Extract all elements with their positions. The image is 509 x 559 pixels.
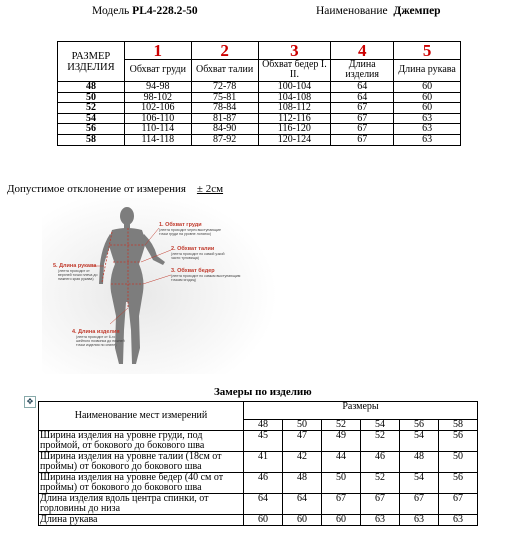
size-header-cell: 52 bbox=[322, 420, 361, 431]
value-cell: 104-108 bbox=[258, 92, 331, 103]
annotation-text: (лента проходит от 6-го bbox=[76, 335, 116, 339]
measure-table-title: Замеры по изделию bbox=[214, 386, 312, 398]
value-cell: 64 bbox=[331, 82, 394, 93]
value-cell: 112-116 bbox=[258, 113, 331, 124]
measure-name: Ширина изделия на уровне талии (18см от проймы) от бокового до бокового шва bbox=[39, 452, 244, 473]
value-cell: 42 bbox=[283, 452, 322, 473]
value-cell: 48 bbox=[283, 473, 322, 494]
value-cell: 64 bbox=[331, 92, 394, 103]
name-label: Наименование bbox=[316, 5, 388, 17]
tolerance-note bbox=[7, 183, 223, 195]
value-cell: 94-98 bbox=[124, 82, 191, 93]
table-move-handle-icon[interactable]: ✥ bbox=[24, 396, 36, 408]
tolerance-label: Допустимое отклонение от измерения bbox=[7, 183, 186, 195]
measure-name: Ширина изделия на уровне бедер (40 см от проймы) от бокового до бокового шва bbox=[39, 473, 244, 494]
size-cell: 52 bbox=[58, 103, 125, 114]
table-row bbox=[58, 92, 461, 103]
value-cell: 63 bbox=[394, 113, 461, 124]
size-table-corner: РАЗМЕР ИЗДЕЛИЯ bbox=[58, 42, 125, 82]
column-header: Длина изделия bbox=[331, 60, 394, 82]
annotation-text: точки груди на уровне лопаток) bbox=[159, 232, 212, 236]
annotation-text: точкам ягодиц) bbox=[171, 278, 196, 282]
value-cell: 116-120 bbox=[258, 124, 331, 135]
table-row bbox=[39, 431, 478, 452]
table-row bbox=[39, 515, 478, 526]
annotation-text: части туловища) bbox=[171, 256, 199, 260]
model-label: Модель bbox=[92, 5, 130, 17]
annotation-text: шейного позвонка до нижней bbox=[76, 339, 125, 343]
value-cell: 60 bbox=[394, 103, 461, 114]
value-cell: 50 bbox=[322, 473, 361, 494]
value-cell: 67 bbox=[322, 494, 361, 515]
value-cell: 81-87 bbox=[191, 113, 258, 124]
value-cell: 48 bbox=[400, 452, 439, 473]
column-number: 5 bbox=[394, 42, 461, 60]
value-cell: 84-90 bbox=[191, 124, 258, 135]
size-table bbox=[57, 41, 461, 146]
size-cell: 56 bbox=[58, 124, 125, 135]
annotation-title: 1. Обхват груди bbox=[159, 222, 202, 228]
column-header: Обхват груди bbox=[124, 60, 191, 82]
table-row bbox=[39, 473, 478, 494]
value-cell: 52 bbox=[361, 473, 400, 494]
value-cell: 64 bbox=[283, 494, 322, 515]
annotation-text: (лента проходит через выступающие bbox=[159, 228, 222, 232]
size-cell: 50 bbox=[58, 92, 125, 103]
size-header-cell: 54 bbox=[361, 420, 400, 431]
annotation-text: нижнего края рукава) bbox=[58, 277, 94, 281]
measurement-figure bbox=[42, 198, 277, 374]
value-cell: 52 bbox=[361, 431, 400, 452]
value-cell: 87-92 bbox=[191, 134, 258, 145]
value-cell: 67 bbox=[331, 124, 394, 135]
annotation-title: 5. Длина рукава bbox=[53, 263, 97, 269]
value-cell: 54 bbox=[400, 431, 439, 452]
size-header-cell: 56 bbox=[400, 420, 439, 431]
size-cell: 48 bbox=[58, 82, 125, 93]
measure-name: Ширина изделия на уровне груди, под проймой, от бокового до бокового шва bbox=[39, 431, 244, 452]
value-cell: 47 bbox=[283, 431, 322, 452]
size-header-cell: 50 bbox=[283, 420, 322, 431]
value-cell: 49 bbox=[322, 431, 361, 452]
annotation-title: 3. Обхват бедер bbox=[171, 268, 215, 274]
value-cell: 120-124 bbox=[258, 134, 331, 145]
table-row bbox=[58, 103, 461, 114]
value-cell: 60 bbox=[394, 92, 461, 103]
measure-name: Длина рукава bbox=[39, 515, 244, 526]
value-cell: 50 bbox=[439, 452, 478, 473]
value-cell: 72-78 bbox=[191, 82, 258, 93]
model-code: PL4-228.2-50 bbox=[132, 5, 198, 17]
value-cell: 106-110 bbox=[124, 113, 191, 124]
table-row bbox=[58, 82, 461, 93]
size-cell: 58 bbox=[58, 134, 125, 145]
size-header-cell: 48 bbox=[244, 420, 283, 431]
value-cell: 78-84 bbox=[191, 103, 258, 114]
size-cell: 54 bbox=[58, 113, 125, 124]
annotation-text: точки изделия по спине) bbox=[76, 343, 117, 347]
value-cell: 64 bbox=[244, 494, 283, 515]
table-row bbox=[58, 134, 461, 145]
value-cell: 60 bbox=[322, 515, 361, 526]
value-cell: 63 bbox=[400, 515, 439, 526]
value-cell: 46 bbox=[244, 473, 283, 494]
value-cell: 46 bbox=[361, 452, 400, 473]
value-cell: 44 bbox=[322, 452, 361, 473]
value-cell: 67 bbox=[361, 494, 400, 515]
annotation-text: (лента проходит от bbox=[58, 269, 90, 273]
annotation-text: (лента проходит по самым выступающим bbox=[171, 274, 241, 278]
column-number: 2 bbox=[191, 42, 258, 60]
column-header: Обхват бедер I. II. bbox=[258, 60, 331, 82]
annotation-title: 4. Длина изделия bbox=[72, 329, 120, 335]
value-cell: 60 bbox=[283, 515, 322, 526]
name-line bbox=[316, 5, 441, 17]
table-row bbox=[58, 113, 461, 124]
value-cell: 54 bbox=[400, 473, 439, 494]
annotation-title: 2. Обхват талии bbox=[171, 246, 215, 252]
table-row bbox=[39, 494, 478, 515]
annotation-text: (лента проходит по самой узкой bbox=[171, 252, 225, 256]
value-cell: 45 bbox=[244, 431, 283, 452]
value-cell: 67 bbox=[331, 103, 394, 114]
value-cell: 56 bbox=[439, 431, 478, 452]
value-cell: 41 bbox=[244, 452, 283, 473]
name-value: Джемпер bbox=[393, 5, 441, 17]
value-cell: 63 bbox=[361, 515, 400, 526]
sizes-header: Размеры bbox=[244, 402, 478, 420]
value-cell: 63 bbox=[394, 124, 461, 135]
size-header-cell: 58 bbox=[439, 420, 478, 431]
column-header: Обхват талии bbox=[191, 60, 258, 82]
column-header: Длина рукава bbox=[394, 60, 461, 82]
value-cell: 67 bbox=[331, 113, 394, 124]
model-line bbox=[92, 5, 198, 17]
value-cell: 67 bbox=[400, 494, 439, 515]
value-cell: 56 bbox=[439, 473, 478, 494]
measure-table bbox=[38, 401, 478, 526]
column-number: 1 bbox=[124, 42, 191, 60]
table-row bbox=[39, 452, 478, 473]
tolerance-value: ± 2см bbox=[196, 183, 224, 195]
value-cell: 102-106 bbox=[124, 103, 191, 114]
value-cell: 75-81 bbox=[191, 92, 258, 103]
value-cell: 110-114 bbox=[124, 124, 191, 135]
value-cell: 60 bbox=[394, 82, 461, 93]
value-cell: 108-112 bbox=[258, 103, 331, 114]
column-number: 4 bbox=[331, 42, 394, 60]
value-cell: 60 bbox=[244, 515, 283, 526]
name-header: Наименование мест измерений bbox=[39, 402, 244, 431]
value-cell: 63 bbox=[439, 515, 478, 526]
value-cell: 67 bbox=[331, 134, 394, 145]
annotation-text: верхней точки плеча до bbox=[58, 273, 98, 277]
value-cell: 98-102 bbox=[124, 92, 191, 103]
column-number: 3 bbox=[258, 42, 331, 60]
table-row bbox=[58, 124, 461, 135]
value-cell: 100-104 bbox=[258, 82, 331, 93]
measure-name: Длина изделия вдоль центра спинки, от горловины до низа bbox=[39, 494, 244, 515]
value-cell: 63 bbox=[394, 134, 461, 145]
value-cell: 114-118 bbox=[124, 134, 191, 145]
value-cell: 67 bbox=[439, 494, 478, 515]
